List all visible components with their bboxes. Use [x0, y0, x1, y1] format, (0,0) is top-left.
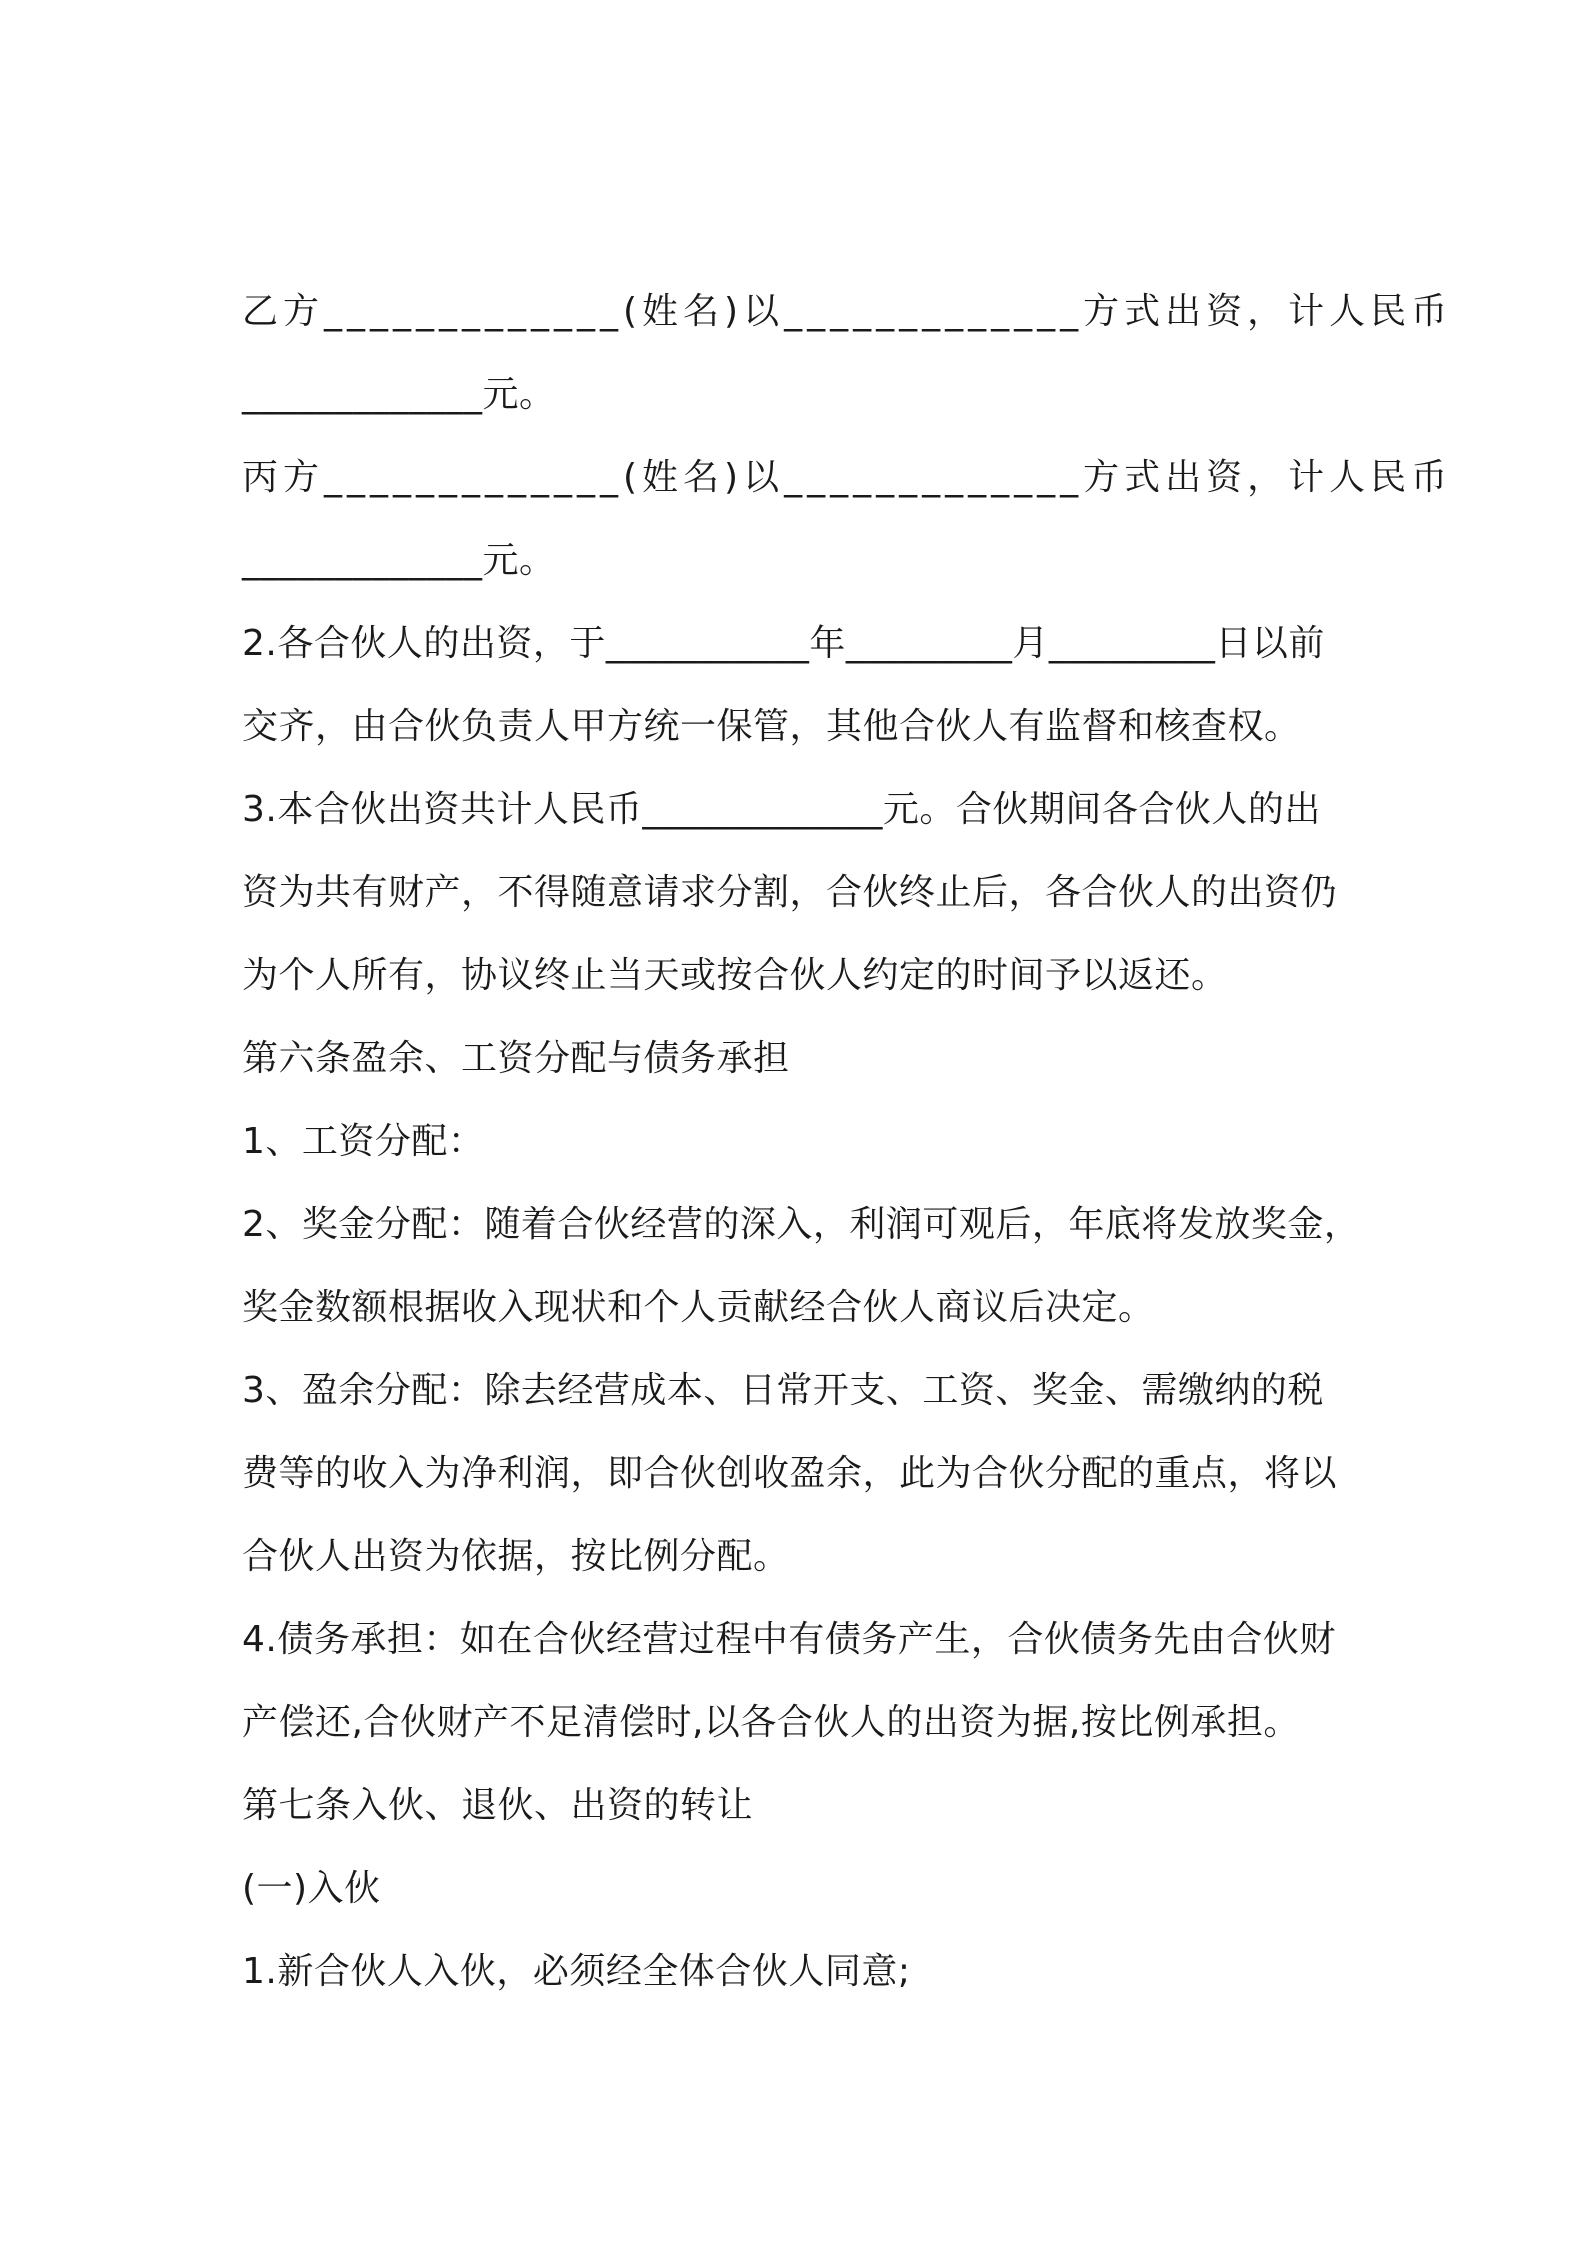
- line-party-c-contribution: 丙方_____________(姓名)以_____________方式出资，计人民币: [242, 457, 1453, 498]
- line-party-b-contribution: 乙方_____________(姓名)以_____________方式出资，计人民币: [242, 291, 1453, 332]
- heading-admission: (一)入伙: [242, 1868, 381, 1909]
- line-bonus-amount: 奖金数额根据收入现状和个人贡献经合伙人商议后决定。: [242, 1287, 1155, 1328]
- line-salary-distribution: 1、工资分配：: [242, 1121, 485, 1162]
- line-clause-2-custody: 交齐，由合伙负责人甲方统一保管，其他合伙人有监督和核查权。: [242, 706, 1301, 747]
- line-debt-ratio: 产偿还,合伙财产不足清偿时,以各合伙人的出资为据,按比例承担。: [242, 1702, 1300, 1743]
- line-clause-3-total: 3.本合伙出资共计人民币_____________元。合伙期间各合伙人的出: [242, 789, 1321, 830]
- line-bonus-distribution: 2、奖金分配：随着合伙经营的深入，利润可观后，年底将发放奖金，: [242, 1204, 1361, 1245]
- line-admission-consent: 1.新合伙人入伙，必须经全体合伙人同意;: [242, 1951, 911, 1992]
- line-surplus-ratio: 合伙人出资为依据，按比例分配。: [242, 1536, 790, 1577]
- line-party-b-amount: _____________元。: [242, 374, 556, 415]
- line-debt-bearing: 4.债务承担：如在合伙经营过程中有债务产生，合伙债务先由合伙财: [242, 1619, 1336, 1660]
- line-clause-2-deadline: 2.各合伙人的出资，于___________年_________月_________日以前: [242, 623, 1325, 664]
- line-party-c-amount: _____________元。: [242, 540, 556, 581]
- line-clause-3-property: 资为共有财产，不得随意请求分割，合伙终止后，各合伙人的出资仍: [242, 872, 1338, 913]
- line-surplus-distribution: 3、盈余分配：除去经营成本、日常开支、工资、奖金、需缴纳的税: [242, 1370, 1324, 1411]
- line-clause-3-return: 为个人所有，协议终止当天或按合伙人约定的时间予以返还。: [242, 955, 1228, 996]
- heading-article-7: 第七条入伙、退伙、出资的转让: [242, 1785, 754, 1826]
- heading-article-6: 第六条盈余、工资分配与债务承担: [242, 1038, 790, 1079]
- line-surplus-net-profit: 费等的收入为净利润，即合伙创收盈余，此为合伙分配的重点，将以: [242, 1453, 1338, 1494]
